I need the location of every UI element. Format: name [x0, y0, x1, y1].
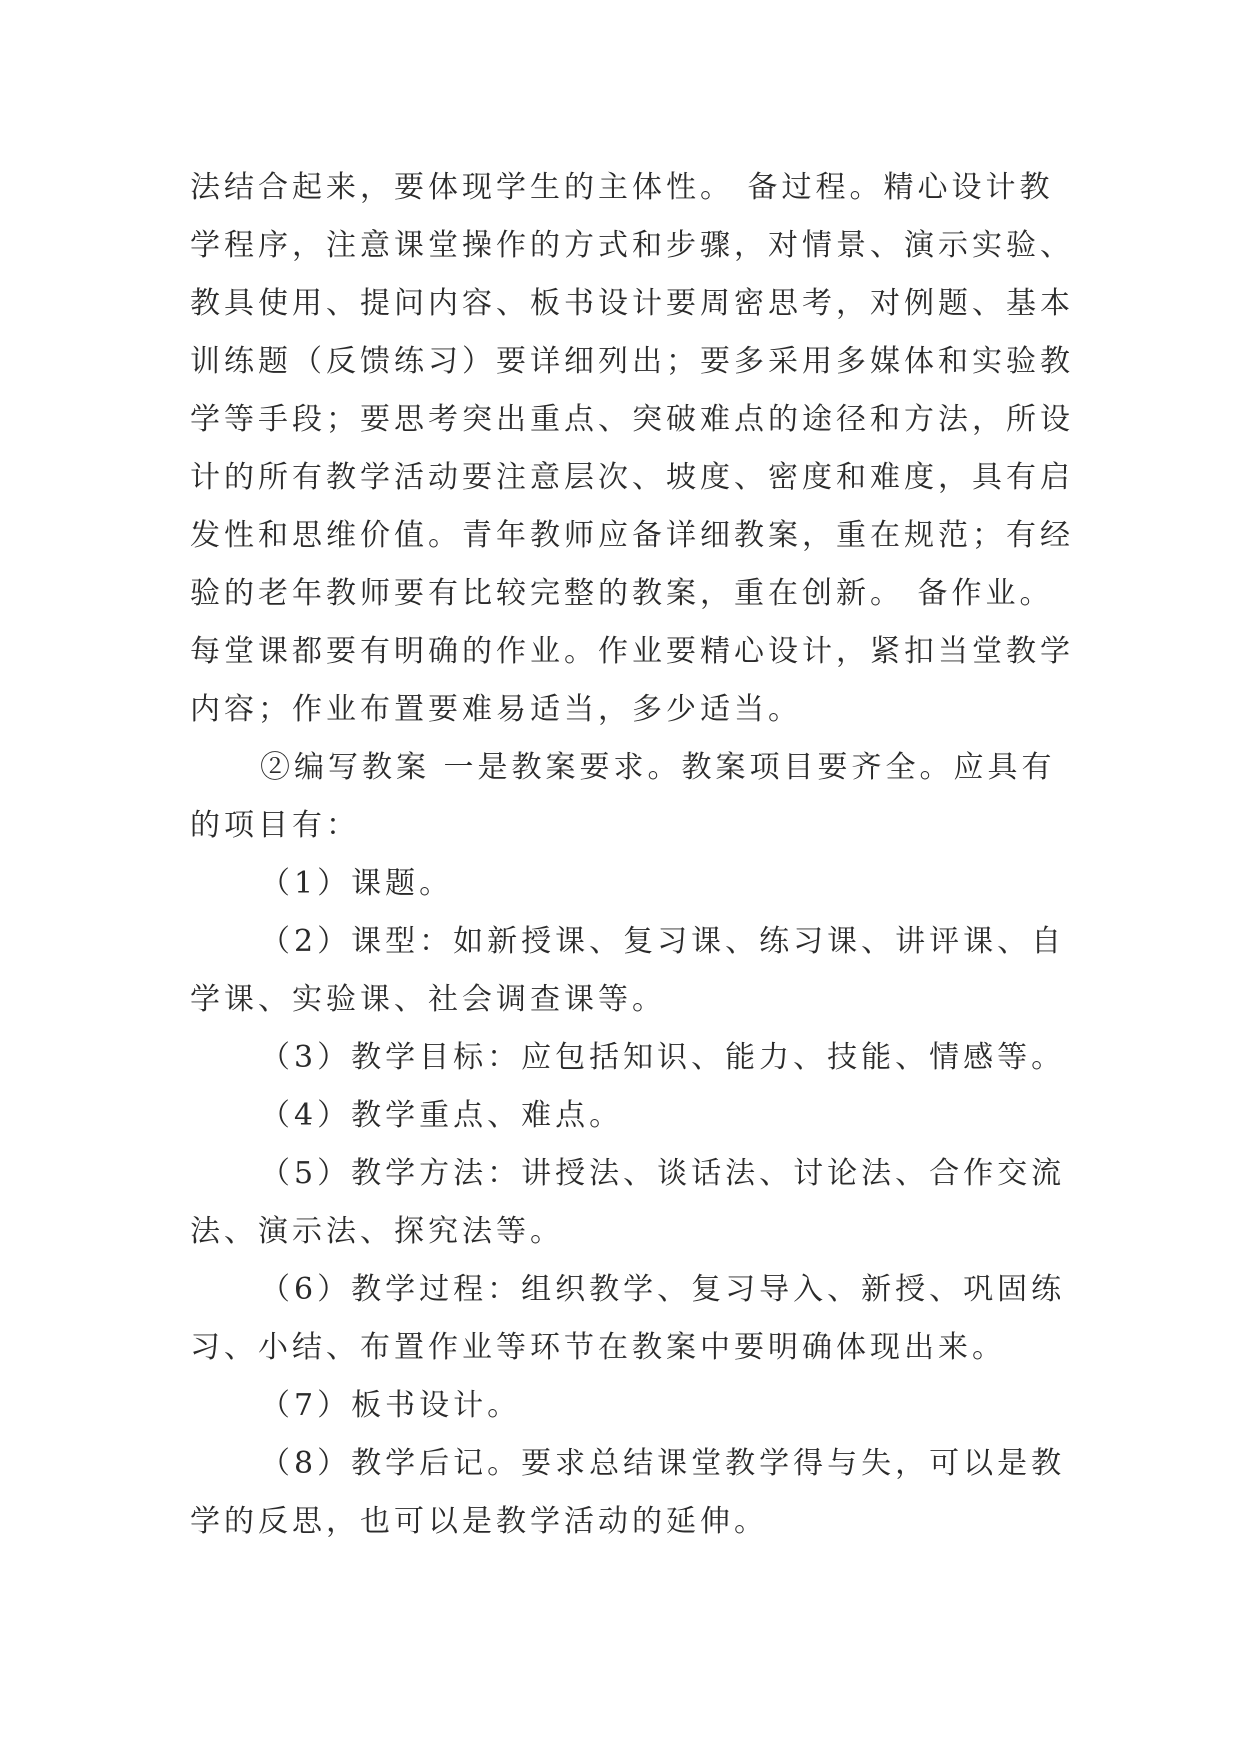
list-item-line: （5）教学方法：讲授法、谈话法、讨论法、合作交流 [260, 1156, 1066, 1191]
text-line: 发性和思维价值。青年教师应备详细教案，重在规范；有经 [190, 518, 1074, 553]
section-heading-line: ②编写教案 一是教案要求。教案项目要齐全。应具有 [260, 750, 1056, 785]
text-line: 教具使用、提问内容、板书设计要周密思考，对例题、基本 [190, 286, 1074, 321]
list-item-line: （6）教学过程：组织教学、复习导入、新授、巩固练 [260, 1272, 1066, 1307]
text-line: 内容；作业布置要难易适当，多少适当。 [190, 692, 802, 727]
text-line: 法、演示法、探究法等。 [190, 1214, 564, 1249]
text-line: 学等手段；要思考突出重点、突破难点的途径和方法，所设 [190, 402, 1074, 437]
text-line: 每堂课都要有明确的作业。作业要精心设计，紧扣当堂教学 [190, 634, 1074, 669]
text-line: 习、小结、布置作业等环节在教案中要明确体现出来。 [190, 1330, 1006, 1365]
text-line: 学课、实验课、社会调查课等。 [190, 982, 666, 1017]
text-line: 的项目有： [190, 808, 360, 843]
list-item-line: （7）板书设计。 [260, 1388, 522, 1423]
list-item-line: （3）教学目标：应包括知识、能力、技能、情感等。 [260, 1040, 1066, 1075]
list-item-line: （4）教学重点、难点。 [260, 1098, 624, 1133]
list-item-line: （8）教学后记。要求总结课堂教学得与失，可以是教 [260, 1446, 1066, 1481]
text-line: 验的老年教师要有比较完整的教案，重在创新。 备作业。 [190, 576, 1054, 611]
text-line: 计的所有教学活动要注意层次、坡度、密度和难度，具有启 [190, 460, 1074, 495]
list-item-line: （1）课题。 [260, 866, 454, 901]
text-line: 学的反思，也可以是教学活动的延伸。 [190, 1504, 768, 1539]
list-item-line: （2）课型：如新授课、复习课、练习课、讲评课、自 [260, 924, 1066, 959]
text-line: 训练题（反馈练习）要详细列出；要多采用多媒体和实验教 [190, 344, 1074, 379]
text-line: 法结合起来，要体现学生的主体性。 备过程。精心设计教 [190, 170, 1054, 205]
text-line: 学程序，注意课堂操作的方式和步骤，对情景、演示实验、 [190, 228, 1074, 263]
